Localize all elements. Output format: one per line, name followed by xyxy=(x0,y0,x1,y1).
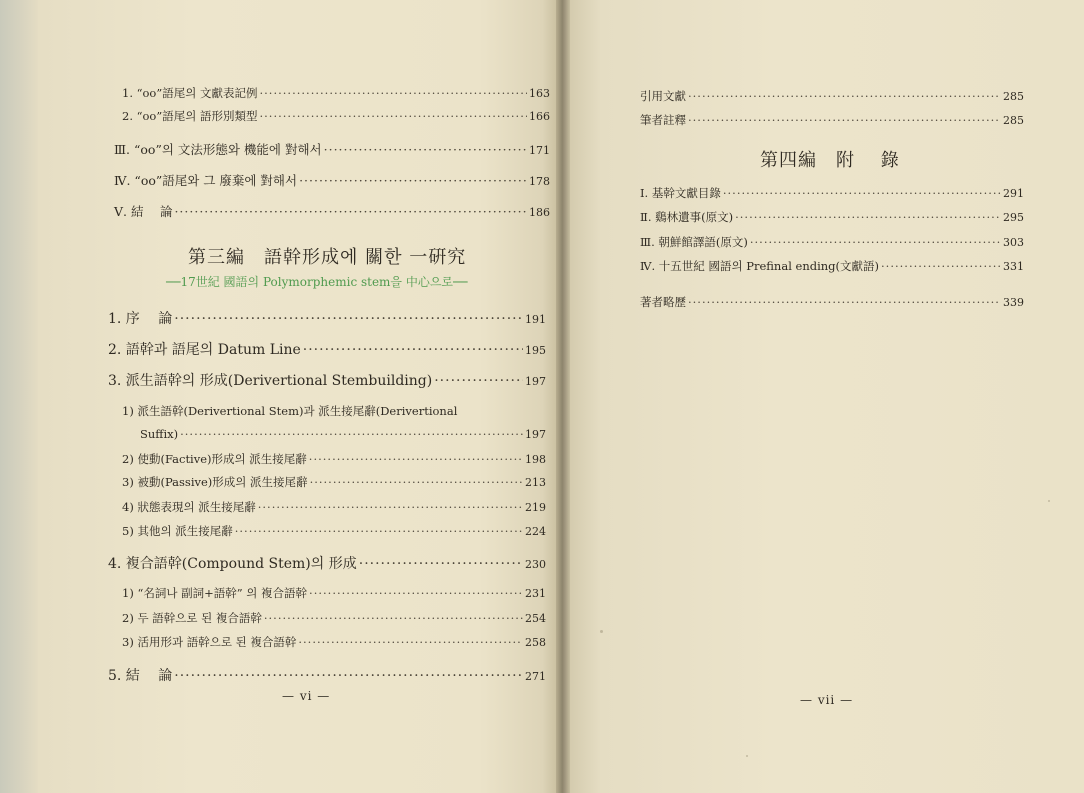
leader-dots xyxy=(260,109,528,123)
toc-entry-page: 254 xyxy=(525,612,546,625)
page-number: — vi — xyxy=(282,689,331,703)
toc-entry-label: 著者略歷 xyxy=(640,295,686,309)
leader-dots xyxy=(298,635,523,649)
leader-dots xyxy=(299,173,527,188)
leader-dots xyxy=(735,210,1001,224)
toc-entry xyxy=(108,308,546,328)
leader-dots xyxy=(174,204,527,219)
toc-entry-page: 295 xyxy=(1003,211,1024,224)
toc-entry-label: Ⅴ. 結 論 xyxy=(114,204,173,219)
leader-dots xyxy=(258,500,523,514)
leader-dots xyxy=(688,113,1001,127)
toc-entry xyxy=(122,499,546,515)
toc-entry xyxy=(108,370,546,390)
toc-entry xyxy=(114,140,550,158)
toc-entry-label: Ⅱ. 鷄林遺事(原文) xyxy=(640,210,734,224)
toc-entry-page: 197 xyxy=(525,428,546,441)
toc-entry-page: 285 xyxy=(1003,114,1024,127)
toc-entry-label: 3. 派生語幹의 形成(Derivertional Stembuilding) xyxy=(108,373,433,389)
toc-entry-page: 213 xyxy=(525,476,546,489)
toc-entry-page: 191 xyxy=(525,313,546,326)
section-title: 第四編 附 錄 xyxy=(760,150,900,171)
toc-entry-page: 178 xyxy=(529,175,550,188)
toc-entry-label: 1) “名詞나 副詞+語幹” 의 複合語幹 xyxy=(122,586,308,600)
toc-entry-label: Suffix) xyxy=(140,427,179,441)
toc-entry-label: 1. “οο”語尾의 文獻表記例 xyxy=(122,86,258,100)
toc-entry-label: Ⅳ. 十五世紀 國語의 Prefinal ending(文獻語) xyxy=(640,259,880,273)
leader-dots xyxy=(750,235,1001,249)
leader-dots xyxy=(174,311,523,327)
section-subtitle: ──17世紀 國語의 Polymorphemic stem을 中心으로── xyxy=(166,275,468,289)
toc-entry-label: 2) 使動(Factive)形成의 派生接尾辭 xyxy=(122,452,307,466)
toc-entry-label: 引用文獻 xyxy=(640,89,686,103)
toc-entry-page: 197 xyxy=(525,375,546,388)
toc-entry-page: 166 xyxy=(529,110,550,123)
leader-dots xyxy=(180,427,523,441)
leader-dots xyxy=(303,342,523,358)
toc-entry-label: 2. 語幹과 語尾의 Datum Line xyxy=(108,342,301,358)
toc-entry xyxy=(122,585,546,601)
toc-entry xyxy=(108,665,546,685)
toc-entry xyxy=(108,553,546,573)
toc-entry-label: 3) 活用形과 語幹으로 된 複合語幹 xyxy=(122,635,297,649)
toc-entry xyxy=(122,474,546,490)
toc-entry xyxy=(640,88,1024,104)
toc-entry xyxy=(122,451,546,467)
toc-entry-page: 171 xyxy=(529,144,550,157)
leader-dots xyxy=(309,452,523,466)
toc-entry-label: 2. “οο”語尾의 語形別類型 xyxy=(122,109,258,123)
toc-entry-page: 163 xyxy=(529,87,550,100)
leader-dots xyxy=(723,186,1001,200)
toc-entry-page: 339 xyxy=(1003,296,1024,309)
toc-entry-label: 筆者註釋 xyxy=(640,113,686,127)
toc-entry xyxy=(122,523,546,539)
toc-entry-page: 195 xyxy=(525,344,546,357)
toc-entry xyxy=(122,108,550,124)
toc-entry xyxy=(108,339,546,359)
page-number: — vii — xyxy=(800,693,854,707)
leader-dots xyxy=(309,586,523,600)
paper-spot xyxy=(1048,500,1050,502)
toc-entry xyxy=(114,171,550,189)
book-gutter xyxy=(556,0,570,793)
toc-entry xyxy=(114,202,550,220)
toc-entry-label: 1) 派生語幹(Derivertional Stem)과 派生接尾辭(Derivertional xyxy=(122,404,458,418)
toc-entry xyxy=(122,610,546,626)
toc-entry-label: 4) 狀態表現의 派生接尾辭 xyxy=(122,500,256,514)
toc-entry-label: 5) 其他의 派生接尾辭 xyxy=(122,524,233,538)
toc-entry xyxy=(122,85,550,101)
toc-entry xyxy=(122,403,546,419)
toc-entry-label: 5. 結 論 xyxy=(108,668,173,684)
toc-entry-page: 198 xyxy=(525,453,546,466)
leader-dots xyxy=(434,373,523,389)
leader-dots xyxy=(359,556,523,572)
toc-entry-page: 186 xyxy=(529,206,550,219)
left-page xyxy=(38,0,558,793)
toc-entry-label: Ⅲ. 朝鮮館譯語(原文) xyxy=(640,235,748,249)
section-title: 第三編 語幹形成에 關한 一硏究 xyxy=(188,247,467,268)
toc-entry-label: 4. 複合語幹(Compound Stem)의 形成 xyxy=(108,556,357,572)
leader-dots xyxy=(260,86,528,100)
toc-entry-label: 2) 두 語幹으로 된 複合語幹 xyxy=(122,611,262,625)
toc-entry xyxy=(640,185,1024,201)
toc-entry-page: 224 xyxy=(525,525,546,538)
toc-entry-page: 230 xyxy=(525,558,546,571)
toc-entry-page: 291 xyxy=(1003,187,1024,200)
leader-dots xyxy=(264,611,523,625)
leader-dots xyxy=(174,668,523,684)
leader-dots xyxy=(688,89,1001,103)
leader-dots xyxy=(881,259,1001,273)
leader-dots xyxy=(310,475,523,489)
toc-entry-page: 231 xyxy=(525,587,546,600)
toc-entry xyxy=(640,112,1024,128)
toc-entry-page: 303 xyxy=(1003,236,1024,249)
toc-entry-label: 1. 序 論 xyxy=(108,311,173,327)
leader-dots xyxy=(324,142,527,157)
toc-entry-page: 258 xyxy=(525,636,546,649)
toc-entry-label: Ⅲ. “οο”의 文法形態와 機能에 對해서 xyxy=(114,142,322,157)
toc-entry xyxy=(140,427,546,441)
toc-entry-label: Ⅰ. 基幹文獻目錄 xyxy=(640,186,721,200)
toc-entry xyxy=(122,634,546,650)
leader-dots xyxy=(688,295,1001,309)
toc-entry xyxy=(640,258,1024,274)
right-page xyxy=(570,0,1084,793)
toc-entry-label: 3) 被動(Passive)形成의 派生接尾辭 xyxy=(122,475,308,489)
leader-dots xyxy=(235,524,523,538)
toc-entry-page: 219 xyxy=(525,501,546,514)
toc-entry xyxy=(640,294,1024,310)
toc-entry xyxy=(640,209,1024,225)
paper-spot xyxy=(746,755,748,757)
toc-entry-page: 285 xyxy=(1003,90,1024,103)
toc-entry-page: 271 xyxy=(525,670,546,683)
toc-entry-page: 331 xyxy=(1003,260,1024,273)
paper-spot xyxy=(600,630,603,633)
toc-entry-label: Ⅳ. “οο”語尾와 그 廢棄에 對해서 xyxy=(114,173,298,188)
page-edge xyxy=(0,0,38,793)
toc-entry xyxy=(640,234,1024,250)
